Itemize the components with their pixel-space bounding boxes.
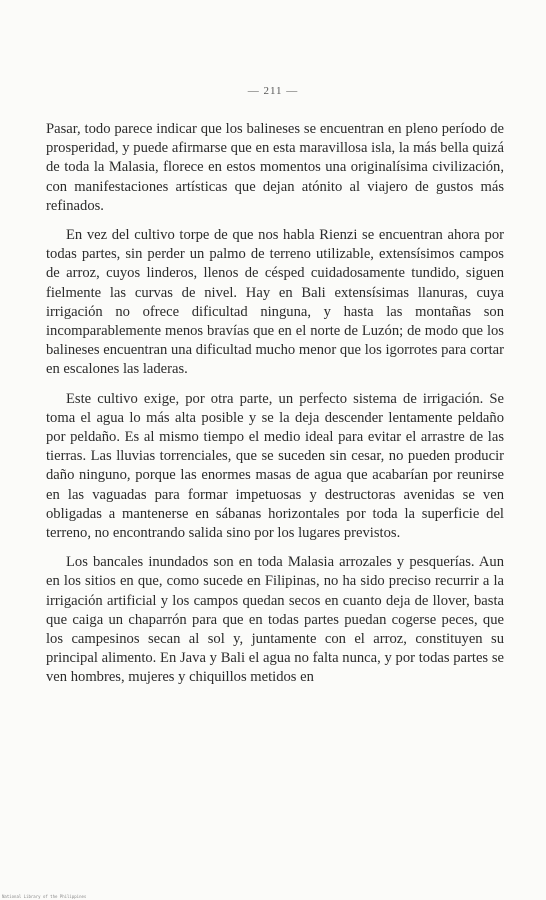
library-footer: National Library of the Philippines (2, 894, 87, 899)
paragraph-2: En vez del cultivo torpe de que nos habla Rienzi se encuentran ahora por todas partes, sin perder un palmo de terreno utilizable, extensísimos campos de arroz, cuyos linderos, llenos de césped cuidadosamente tundido, siguen fielmente las curvas de nivel. Hay en Bali extensísimas llanuras, cuya irrigación no ofrece dificultad ninguna, y hasta las montañas son incomparablemente menos bravías que en el norte de Luzón; de modo que los balineses encuentran una dificultad mucho menor que los igorrotes para cortar en escalones las laderas. (46, 227, 504, 378)
page-number: — 211 — (247, 85, 299, 97)
paragraph-3: Este cultivo exige, por otra parte, un perfecto sistema de irrigación. Se toma el agua lo más alta posible y se la deja descender lentamente peldaño por peldaño. Es al mismo tiempo el medio ideal para evitar el arrastre de las tierras. Las lluvias torrenciales, que se suceden sin cesar, no pueden producir daño ninguno, porque las enormes masas de agua que acabarían por reunirse en las vaguadas para formar impetuosas y destructoras avenidas se ven obligadas a mantenerse en sábanas horizontales por toda la superficie del terreno, no encontrando salida sino por los lugares previstos. (46, 390, 504, 542)
paragraph-4: Los bancales inundados son en toda Malasia arrozales y pesquerías. Aun en los sitios en que, como sucede en Filipinas, no ha sido preciso recurrir a la irrigación artificial y los campos quedan secos en cuanto deja de llover, basta que caiga un chaparrón para que en todas partes puedan cogerse peces, que los campesinos secan al sol y, juntamente con el arroz, constituyen su principal alimento. En Java y Bali el agua no falta nunca, y por todas partes se ven hombres, mujeres y chiquillos metidos en (46, 554, 504, 686)
text-body (46, 120, 504, 698)
paragraph-1: Pasar, todo parece indicar que los balineses se encuentran en pleno período de prosperidad, y puede afirmarse que en esta maravillosa isla, la más bella quizá de toda la Malasia, florece en estos momentos una originalísima civilización, con manifestaciones artísticas que dejan atónito al viajero de gustos más refinados. (46, 121, 504, 214)
